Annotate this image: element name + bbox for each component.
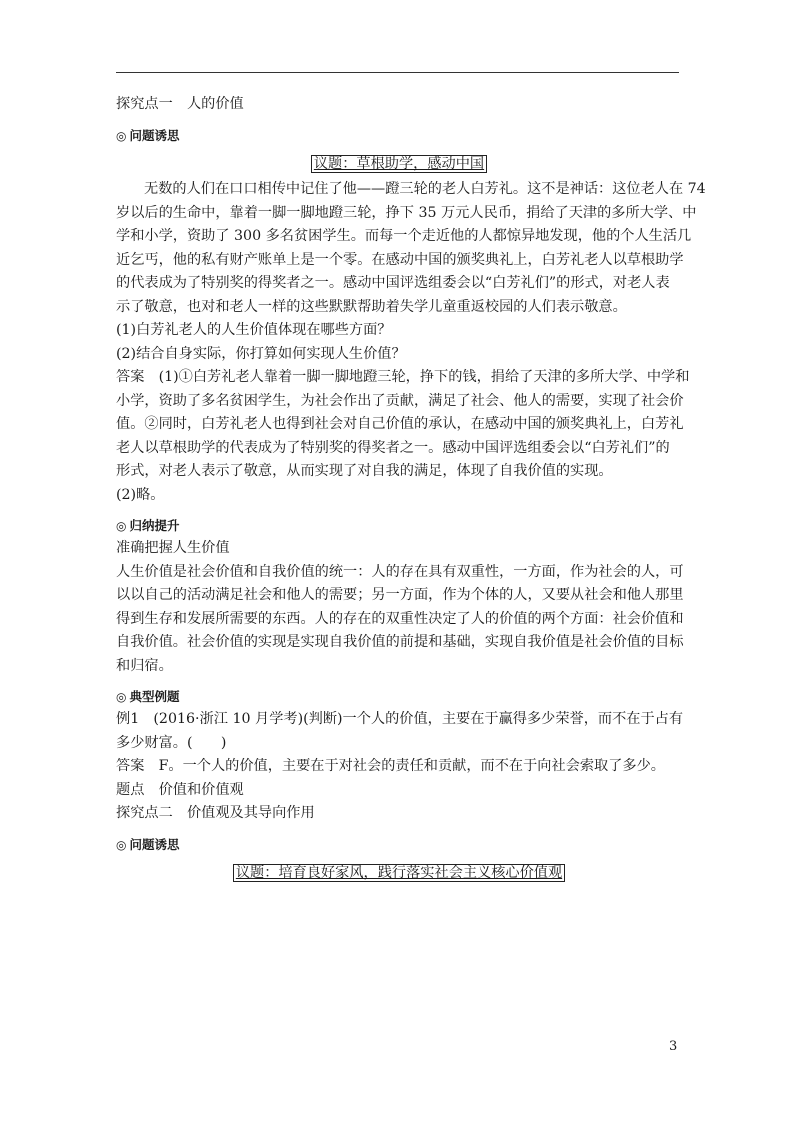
example-label-text: 典型例题 [129,689,180,704]
question: (1)白芳礼老人的人生价值体现在哪些方面？ [116,322,392,338]
summary-label [116,515,682,537]
summary-line: 以以自己的活动满足社会和他人的需要；另一方面，作为个体的人，又要从社会和他人那里 [116,587,684,603]
summary-line: 人生价值是社会价值和自我价值的统一：人的存在具有双重性，一方面，作为社会的人，可 [116,563,684,580]
example-line: 答案 F。一个人的价值，主要在于对社会的责任和贡献，而不在于向社会索取了多少。 [116,758,665,774]
circle-bullet-icon: ◎ [116,837,127,852]
inquiry-label-text: 问题诱思 [129,836,180,852]
summary-line: 自我价值。社会价值的实现是实现自我价值的前提和基础，实现自我价值是社会价值的目标 [116,634,684,650]
summary-title: 准确把握人生价值 [116,540,230,556]
passage-line: 无数的人们在口口相传中记住了他——蹬三轮的老人白芳礼。这不是神话：这位老人在 74 [144,181,706,197]
summary-line: 和归宿。 [116,657,173,674]
example [116,708,682,802]
question: (2)结合自身实际，你打算如何实现人生价值？ [116,345,406,362]
summary-label-text: 归纳提升 [129,518,180,533]
example-line: 例1 (2016·浙江 10 月学考)(判断)一个人的价值，主要在于赢得多少荣誉，而不在于占有 [116,711,684,727]
answer-line: 答案 (1)①白芳礼老人靠着一脚一脚地蹬三轮，挣下的钱，捐给了天津的多所大学、中学和 [116,369,690,385]
passage-line: 近乞丐，他的私有财产账单上是一个零。在感动中国的颁奖典礼上，白芳礼老人以草根助学 [116,251,684,268]
topic-box [116,862,682,886]
example-line: 题点 价值和价值观 [116,781,244,798]
passage-line: 示了敬意，也对和老人一样的这些默默帮助着失学儿童重返校园的人们表示敬意。 [116,298,627,315]
section-heading: 探究点一 人的价值 [116,96,244,112]
answer-line: 小学，资助了多名贫困学生，为社会作出了贡献，满足了社会、他人的需要，实现了社会价 [116,392,684,409]
summary-line: 得到生存和发展所需要的东西。人的存在的双重性决定了人的价值的两个方面：社会价值和 [116,610,684,627]
passage [116,178,706,319]
summary [116,561,682,679]
page-content [116,93,706,887]
example-line: 多少财富。( ) [116,734,227,751]
example-label [116,686,682,708]
page-number: 3 [669,1039,678,1054]
section-heading: 探究点二 价值观及其导向作用 [116,805,315,821]
answer-line: 老人以草根助学的代表成为了特别奖的得奖者之一。感动中国评选组委会以“白芳礼们”的 [116,439,670,456]
answer [116,366,690,507]
passage-line: 学和小学，资助了 300 多名贫困学生。而每一个走近他的人都惊异地发现，他的个人生活几 [116,228,692,244]
answer-line: (2)略。 [116,486,165,503]
header-rule [116,72,679,73]
topic-text: 议题：培育良好家风，践行落实社会主义核心价值观 [233,864,565,882]
circle-bullet-icon: ◎ [116,690,127,704]
passage-line: 岁以后的生命中，靠着一脚一脚地蹬三轮，挣下 35 万元人民币，捐给了天津的多所大学、中 [116,204,697,221]
circle-bullet-icon: ◎ [116,519,127,533]
passage-line: 的代表成为了特别奖的得奖者之一。感动中国评选组委会以“白芳礼们”的形式，对老人表 [116,275,670,291]
inquiry-label-text: 问题诱思 [129,127,180,143]
answer-line: 值。②同时，白芳礼老人也得到社会对自己价值的承认，在感动中国的颁奖典礼上，白芳礼 [116,416,684,432]
topic-box [116,153,682,177]
inquiry-label [116,125,682,147]
answer-line: 形式，对老人表示了敬意，从而实现了对自我的满足，体现了自我价值的实现。 [116,463,613,479]
topic-text: 议题：草根助学，感动中国 [311,155,487,173]
inquiry-label [116,834,682,856]
questions [116,319,682,366]
circle-bullet-icon: ◎ [116,128,127,143]
